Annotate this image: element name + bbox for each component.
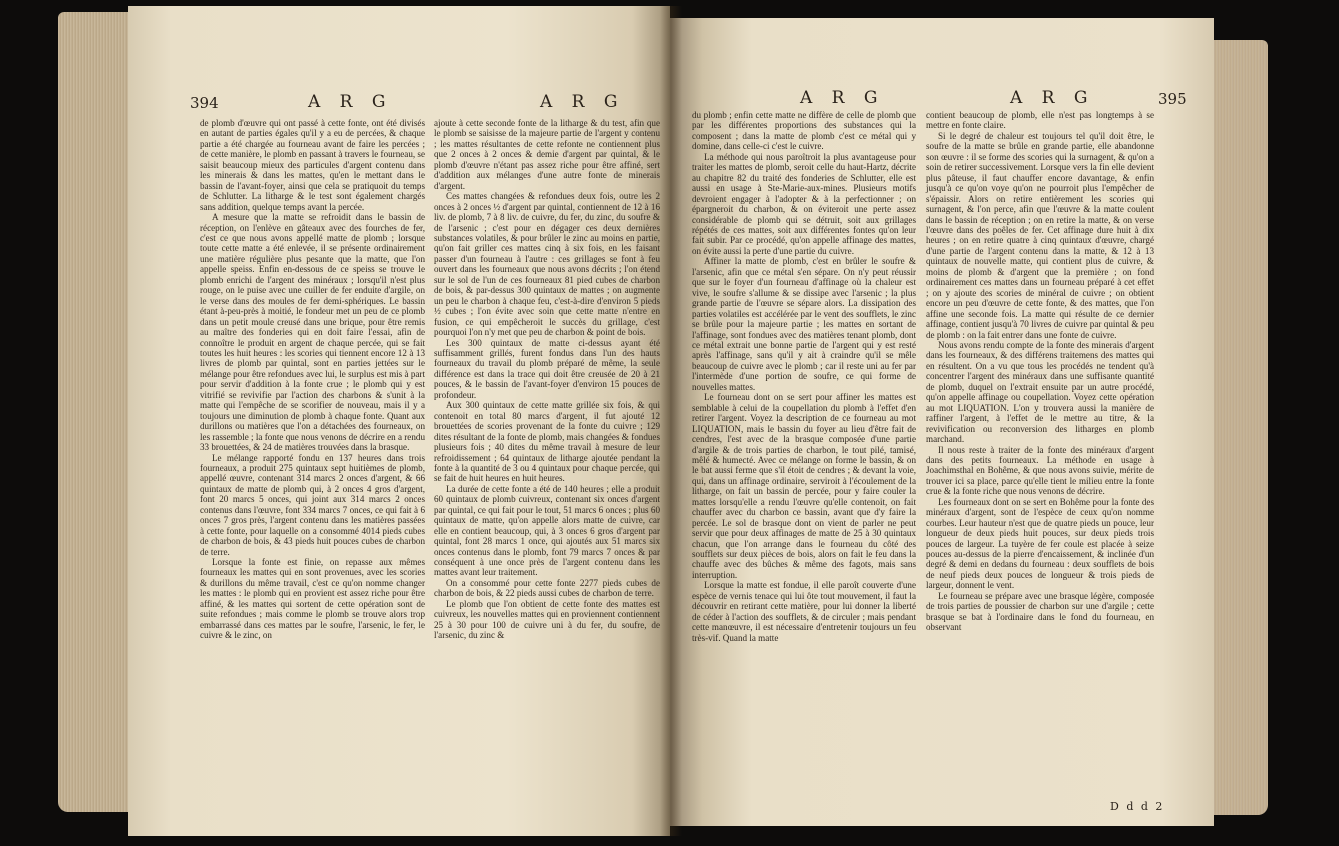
running-head-left-col1: A R G (308, 92, 393, 112)
right-page-column-2 (926, 110, 1154, 800)
page-number-left: 394 (190, 94, 219, 112)
paragraph: Si le degré de chaleur est toujours tel qu'il doit être, le soufre de la matte se brûle en grande partie, elle abandonne son œuvre : il se forme des scories qui la surnagent, & qu'on a soin de retirer successivement. Lorsque vers la fin elle devient plus pâteuse, il faut chauffer encore davantage, & enfin jusqu'à ce qu'on voye qu'on ne pourroit plus l'empêcher de s'épaissir. Alors on retire entièrement les scories qui surnagent, & l'on perce, afin que l'œuvre & la matte coulent dans le bassin de réception ; on en retire la matte, & on verse l'œuvre dans des poêles de fer. Cet affinage dure huit à dix heures ; on en retire quatre à cinq quintaux d'œuvre, chargé d'une partie de l'argent contenu dans la matte, & 12 à 13 quintaux de nouvelle matte, qui contient plus de cuivre, & moins de plomb & d'argent que la première ; on fond ordinairement ces mattes dans un fourneau préparé à cet effet ; on y ajoute des scories de minéral de cuivre ; on obtient encore un peu d'œuvre de cette fonte, & des mattes, que l'on affine une seconde fois. La matte qui résulte de ce dernier affinage, contient jusqu'à 70 livres de cuivre par quintal & peu de plomb : on la fait entrer dans une fonte de cuivre. (926, 130, 1154, 340)
running-head-left-col2: A R G (540, 92, 625, 112)
book-gutter (660, 6, 682, 836)
paragraph: Nous avons rendu compte de la fonte des minerais d'argent dans les fourneaux, & des différens traitemens des mattes qui en résultent. On a vu que tous les procédés ne tendent qu'à concentrer l'argent des minéraux dans une suffisante quantité de plomb, duquel on l'extrait ensuite par un autre procédé, qu'on appelle affinage ou coupellation. Voyez cette opération au mot LIQUATION. L'on y trouvera aussi la manière de raffiner l'argent, à l'effet de le mettre au titre, & la revivification ou reconversion des litharges en plomb marchand. (926, 339, 1154, 445)
paragraph: Le fourneau dont on se sert pour affiner les mattes est semblable à celui de la coupellation du plomb à l'effet d'en retirer l'argent. Voyez la description de ce fourneau au mot LIQUATION, mais le bassin du foyer au lieu d'être fait de cendres, l'est avec de la brasque composée d'une partie d'argile & de trois parties de charbon, le tout pilé, tamisé, mêlé & humecté. Avec ce mélange on forme le bassin, & on le bat aussi ferme que s'il étoit de cendres ; & devant la voie, qui, dans un affinage ordinaire, serviroit à l'écoulement de la litharge, on fait un bassin de percée, pour y faire couler la mattes lorsqu'elle a rendu l'œuvre qu'elle contenoit, on fait chauffer avec du charbon ce bassin, avant que d'y faire la percée. Le sol de brasque dont on vient de parler ne peut servir que pour deux affinages de matte de 25 à 30 quintaux chacun, que l'on arrange dans le fourneau du côté des soufflets sur deux pièces de bois, alors on fait le feu dans la chauffe avec des bûches & même des fagots, mais sans interruption. (692, 392, 916, 580)
paragraph: La méthode qui nous paroîtroit la plus avantageuse pour traiter les mattes de plomb, seroit celle du haut-Hartz, décrite au chapitre 82 du traité des fonderies de Schlutter, elle est aussi en usage à Ste-Marie-aux-mines. Plusieurs motifs devroient engager à l'adopter & à la perfectionner ; on épargneroit du charbon, & on éviteroit une perte assez considérable de plomb qui se détruit, soit aux grillages répétés de ces mattes, soit aux différentes fontes qu'on leur fait subir. Par ce procédé, qu'on appelle affinage des mattes, on évite aussi la perte d'une partie du cuivre. (692, 151, 916, 256)
paragraph: Les fourneaux dont on se sert en Bohême pour la fonte des minéraux d'argent, sont de l'espèce de ceux qu'on nomme courbes. Leur hauteur n'est que de quatre pieds un pouce, leur longueur de deux pieds huit pouces, sur deux pieds trois pouces de largeur. La tuyère de fer coule est placée à seize pouces au-dessus de la pierre d'encaissement, & inclinée d'un degré & demi en dedans du fourneau : deux soufflets de bois de neuf pieds deux pouces de longueur & trois pieds de largeur, donnent le vent. (926, 496, 1154, 591)
paragraph: A mesure que la matte se refroidit dans le bassin de réception, on l'enlève en gâteaux avec des fourches de fer, c'est ce que nous avons appellé matte de plomb ; lorsque toute cette matte a été enlevée, il se présente ordinairement une matière régulière plus pesante que la matte, que l'on appelle speiss. Enfin en-dessous de ce speiss se trouve le plomb enrichi de l'argent des minéraux ; lorsqu'il n'est plus rouge, on le puise avec une cuiller de fer enduite d'argile, on le verse dans des moules de fer demi-sphériques. Le bassin étant à-peu-près à moitié, le fondeur met un peu de ce plomb dans un petit moule creusé dans une brique, pour être remis au maître des fonderies qui en doit faire l'essai, afin de connoître le produit en argent de chaque percée, qui se fait toutes les huit heures : les scories qui tiennent encore 12 à 13 livres de plomb par quintal, sont en parties jettées sur le mélange pour être refondues avec lui, le surplus est mis à part pour servir d'addition à la fonte crue ; le plomb qui y est vitrifié se revivifie par l'action des charbons & s'unit à la matte qui l'empêche de se scorifier de nouveau, mais il y a toujours une diminution de plomb à chaque fonte. Quant aux durillons ou matières que l'on a détachées des fourneaux, on les rassemble ; la fonte que nous venons de décrire en a rendu 33 brouettées, & 24 de matières trouvées dans la brasque. (200, 212, 425, 453)
paragraph: Affiner la matte de plomb, c'est en brûler le soufre & l'arsenic, afin que ce métal s'en sépare. On n'y peut réussir que sur le foyer d'un fourneau d'affinage où la chaleur est vive, le soufre s'allume & se dissipe avec l'arsenic ; la plus grande partie de l'œuvre se sépare alors. La dissipation des parties volatiles est accélérée par le vent des soufflets, le zinc se brûle pour la majeure partie ; les mattes en sortant de l'affinage, sont fondues avec des matières tenant plomb, dont ce métal extrait une bonne partie de l'argent qui y est resté après l'affinage, sans qu'il y ait à craindre qu'il se mêle beaucoup de cuivre avec le plomb ; car il reste uni au fer par l'intermède d'une portion de soufre, ce qui forme de nouvelles mattes. (692, 256, 916, 392)
paragraph: Le fourneau se prépare avec une brasque légère, composée de trois parties de poussier de charbon sur une d'argile ; cette brasque se bat à l'ordinaire dans le fond du fourneau, en observant (926, 590, 1154, 633)
paragraph: Aux 300 quintaux de cette matte grillée six fois, & qui contenoit en total 80 marcs d'argent, il fut ajouté 12 brouettées de scories provenant de la fonte du cuivre ; 129 dites résultant de la fonte de plomb, mais changées & fondues plusieurs fois ; 40 dites du même travail à mesure de leur refroidissement ; 64 quintaux de litharge ajoutée pendant la fonte à la quantité de 3 ou 4 quintaux pour chaque percée, qui se fait de huit heures en huit heures. (434, 400, 660, 484)
running-head-right-col2: A R G (1010, 88, 1095, 108)
paragraph: contient beaucoup de plomb, elle n'est pas longtemps à se mettre en fonte claire. (926, 110, 1154, 131)
left-page-column-1 (200, 118, 425, 810)
paragraph: La durée de cette fonte a été de 140 heures ; elle a produit 60 quintaux de plomb cuivreux, contenant six onces d'argent par quintal, ce qui fait pour le tout, 51 marcs 6 onces ; plus 60 quintaux de matte, qu'on appelle alors matte de cuivre, car elle en contient beaucoup, qui, à 3 onces 6 gros d'argent par quintal, font 28 marcs 1 once, qui ajoutés aux 51 marcs six onces contenus dans le plomb, font 79 marcs 7 onces & par conséquent à une once près de l'argent contenu dans les mattes avant leur traitement. (434, 483, 660, 578)
paragraph: Les 300 quintaux de matte ci-dessus ayant été suffisamment grillés, furent fondus dans l'un des hauts fourneaux du travail du plomb préparé de même, la seule différence est dans la trace qui doit être creusée de 20 à 21 pouces, & le bassin de l'avant-foyer d'environ 15 pouces de profondeur. (434, 337, 660, 400)
running-head-right-col1: A R G (800, 88, 885, 108)
page-number-right: 395 (1158, 90, 1187, 108)
left-page-column-2 (434, 118, 660, 810)
right-page-column-1 (692, 110, 916, 800)
paragraph: du plomb ; enfin cette matte ne diffère de celle de plomb que par les différentes proportions des substances qui la composent ; dans la matte de plomb c'est ce métal qui y domine, dans celle-ci c'est le cuivre. (692, 110, 916, 152)
paragraph: ajoute à cette seconde fonte de la litharge & du test, afin que le plomb se saisisse de la majeure partie de l'argent y contenu ; les mattes résultantes de cette refonte ne contiennent plus que 2 onces à 2 onces & demie d'argent par quintal, & le plomb d'œuvre n'étant pas assez riche pour être affiné, sert d'addition aux mélanges d'une autre fonte de minerais d'argent. (434, 118, 660, 191)
left-page (128, 6, 670, 836)
paragraph: Il nous reste à traiter de la fonte des minéraux d'argent dans des petits fourneaux. La méthode en usage à Joachimsthal en Bohême, & que nous avons suivie, mérite de trouver ici sa place, parce qu'elle tient le milieu entre la fonte crue & la fonte riche que nous venons de décrire. (926, 444, 1154, 497)
signature-mark: D d d 2 (1110, 800, 1165, 813)
paragraph: Ces mattes changées & refondues deux fois, outre les 2 onces à 2 onces ½ d'argent par quintal, contiennent de 12 à 16 liv. de plomb, 7 à 8 liv. de cuivre, du fer, du zinc, du soufre & de l'arsenic ; c'est pour en dégager ces deux dernières substances volatiles, & pour brûler le zinc au moins en partie, qu'on fait griller ces mattes cinq à six fois, en les faisant passer d'un fourneau à l'autre : ces grillages se font à feu ouvert dans les fourneaux que nous avons décrits ; l'on étend sur le sol de l'un de ces fourneaux 81 pied cubes de charbon de bois, & par-dessus 300 quintaux de mattes ; on augmente un peu le charbon à chaque feu, c'est-à-dire d'environ 5 pieds ½ cubes ; l'on évite avec soin que cette matte n'entre en fusion, ce qui empêcheroit le succès du grillage, c'est pourquoi l'on n'y met que peu de charbon & point de bois. (434, 191, 660, 338)
paragraph: Lorsque la matte est fondue, il elle paroît couverte d'une espèce de vernis tenace qui lui ôte tout mouvement, il faut la découvrir en retirant cette matière, pour lui donner la liberté de céder à l'action des soufflets, & de circuler ; mais pendant cette manœuvre, il est nécessaire d'entretenir toujours un feu très-vif. Quand la matte (692, 580, 916, 643)
paragraph: Le mélange rapporté fondu en 137 heures dans trois fourneaux, a produit 275 quintaux sept huitièmes de plomb, appellé œuvre, contenant 314 marcs 2 onces d'argent, & 66 quintaux de matte de plomb qui, à 2 onces 4 gros d'argent, font 20 marcs 5 onces, qui joint aux 314 marcs 2 onces contenus dans l'œuvre, font 334 marcs 7 onces, ce qui fait à 6 onces 7 gros près, l'argent contenu dans les matières passées à cette fonte, pour laquelle on a consommé 4014 pieds cubes de charbon de bois, & 43 pieds huit pouces cubes de charbon de terre. (200, 452, 425, 557)
page-edges-left (58, 12, 133, 812)
right-page (670, 18, 1214, 826)
paragraph: On a consommé pour cette fonte 2277 pieds cubes de charbon de bois, & 22 pieds aussi cubes de charbon de terre. (434, 577, 660, 599)
paragraph: Lorsque la fonte est finie, on repasse aux mêmes fourneaux les mattes qui en sont provenues, avec les scories & durillons du même travail, c'est ce qu'on nomme changer les mattes : le plomb qui en provient est assez riche pour être affiné, & les mattes qui sortent de cette opération sont de suite refondues ; mais comme le plomb se trouve alors trop embarrassé dans ces mattes par le soufre, l'arsenic, le fer, le cuivre & le zinc, on (200, 557, 425, 641)
paragraph: de plomb d'œuvre qui ont passé à cette fonte, ont été divisés en autant de parties égales qu'il y a eu de percées, & chaque partie a été chargée au fourneau avant de faire les percées ; de cette manière, le plomb en passant à travers le fourneau, se saisit beaucoup mieux des particules d'argent contenu dans les minerais & dans les mattes, qu'en le mettant dans le bassin de l'avant-foyer, ainsi que cela se pratiquoit du temps de Schlutter. La litharge & le test sont également chargés sans addition, quelque temps avant la percée. (200, 118, 425, 212)
paragraph: Le plomb que l'on obtient de cette fonte des mattes est cuivreux, les nouvelles mattes qui en proviennent contiennent 25 à 30 pour 100 de cuivre uni à du fer, du soufre, de l'arsenic, du zinc & (434, 598, 660, 641)
